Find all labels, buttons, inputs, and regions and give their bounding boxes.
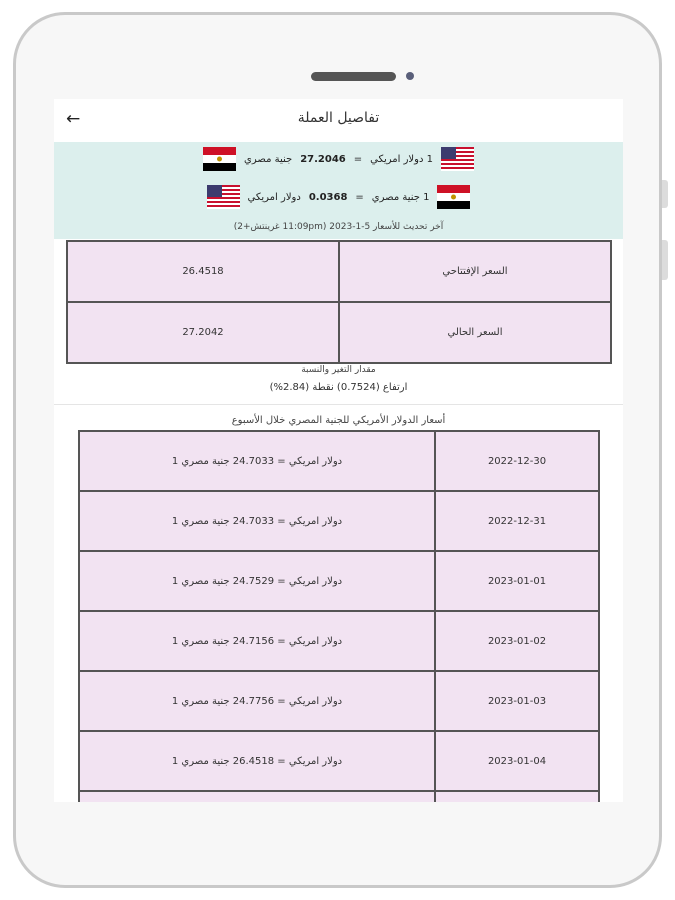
egp-to-usd-value: 0.0368 bbox=[308, 191, 348, 203]
week-date: 2023-01-02 bbox=[436, 612, 598, 670]
volume-button bbox=[662, 180, 668, 208]
open-value: 26.4518 bbox=[68, 242, 338, 301]
power-button bbox=[662, 240, 668, 280]
egp-to-usd-prefix: 1 جنية مصري bbox=[371, 191, 430, 203]
usa-flag-icon bbox=[207, 185, 240, 209]
egp-to-usd-equals: = bbox=[355, 191, 364, 203]
week-rate: 1 دولار امريكي = 26.4518 جنية مصري bbox=[80, 732, 434, 790]
egypt-flag-icon bbox=[437, 185, 470, 209]
week-date: 2022-12-31 bbox=[436, 492, 598, 550]
app-screen bbox=[54, 99, 623, 802]
week-date: 2023-01-03 bbox=[436, 672, 598, 730]
camera-dot bbox=[406, 72, 414, 80]
usd-to-egp-prefix: 1 دولار امريكي bbox=[370, 153, 433, 165]
usd-to-egp-equals: = bbox=[353, 153, 363, 165]
open-label: السعر الإفتتاحي bbox=[340, 242, 610, 301]
week-rate: 1 دولار امريكي = 24.7529 جنية مصري bbox=[80, 552, 434, 610]
usd-to-egp-value: 27.2046 bbox=[300, 153, 346, 165]
speaker-grille bbox=[311, 72, 396, 81]
current-label: السعر الحالي bbox=[340, 303, 610, 362]
week-title: أسعار الدولار الأمريكي للجنية المصري خلال الأسبوع bbox=[231, 415, 446, 426]
egypt-flag-icon bbox=[203, 147, 236, 171]
summary-table bbox=[66, 240, 612, 364]
week-rate: 1 دولار امريكي = 24.7033 جنية مصري bbox=[80, 432, 434, 490]
change-label: مقدار التغير والنسبة bbox=[301, 365, 376, 375]
page-title: تفاصيل العملة bbox=[297, 110, 380, 126]
app-bar bbox=[54, 99, 623, 142]
week-date-partial bbox=[436, 792, 598, 802]
week-date: 2023-01-01 bbox=[436, 552, 598, 610]
egp-to-usd-suffix: دولار امريكي bbox=[247, 191, 301, 203]
week-rate-partial bbox=[80, 792, 434, 802]
week-date: 2022-12-30 bbox=[436, 432, 598, 490]
arrow-left-icon[interactable]: ← bbox=[66, 109, 81, 129]
divider bbox=[54, 404, 623, 405]
week-table bbox=[78, 430, 600, 802]
week-rate: 1 دولار امريكي = 24.7756 جنية مصري bbox=[80, 672, 434, 730]
change-value: ارتفاع (0.7524) نقطة (2.84%) bbox=[269, 382, 408, 393]
current-value: 27.2042 bbox=[68, 303, 338, 362]
week-date: 2023-01-04 bbox=[436, 732, 598, 790]
week-rate: 1 دولار امريكي = 24.7156 جنية مصري bbox=[80, 612, 434, 670]
rates-panel bbox=[54, 142, 623, 239]
egp-to-usd-line bbox=[54, 185, 623, 209]
usa-flag-icon bbox=[441, 147, 474, 171]
last-updated: آخر تحديث للأسعار 5-1-2023 (11:09pm غرينتش+2) bbox=[233, 222, 444, 232]
usd-to-egp-suffix: جنية مصري bbox=[244, 153, 293, 165]
usd-to-egp-line bbox=[54, 147, 623, 171]
week-rate: 1 دولار امريكي = 24.7033 جنية مصري bbox=[80, 492, 434, 550]
